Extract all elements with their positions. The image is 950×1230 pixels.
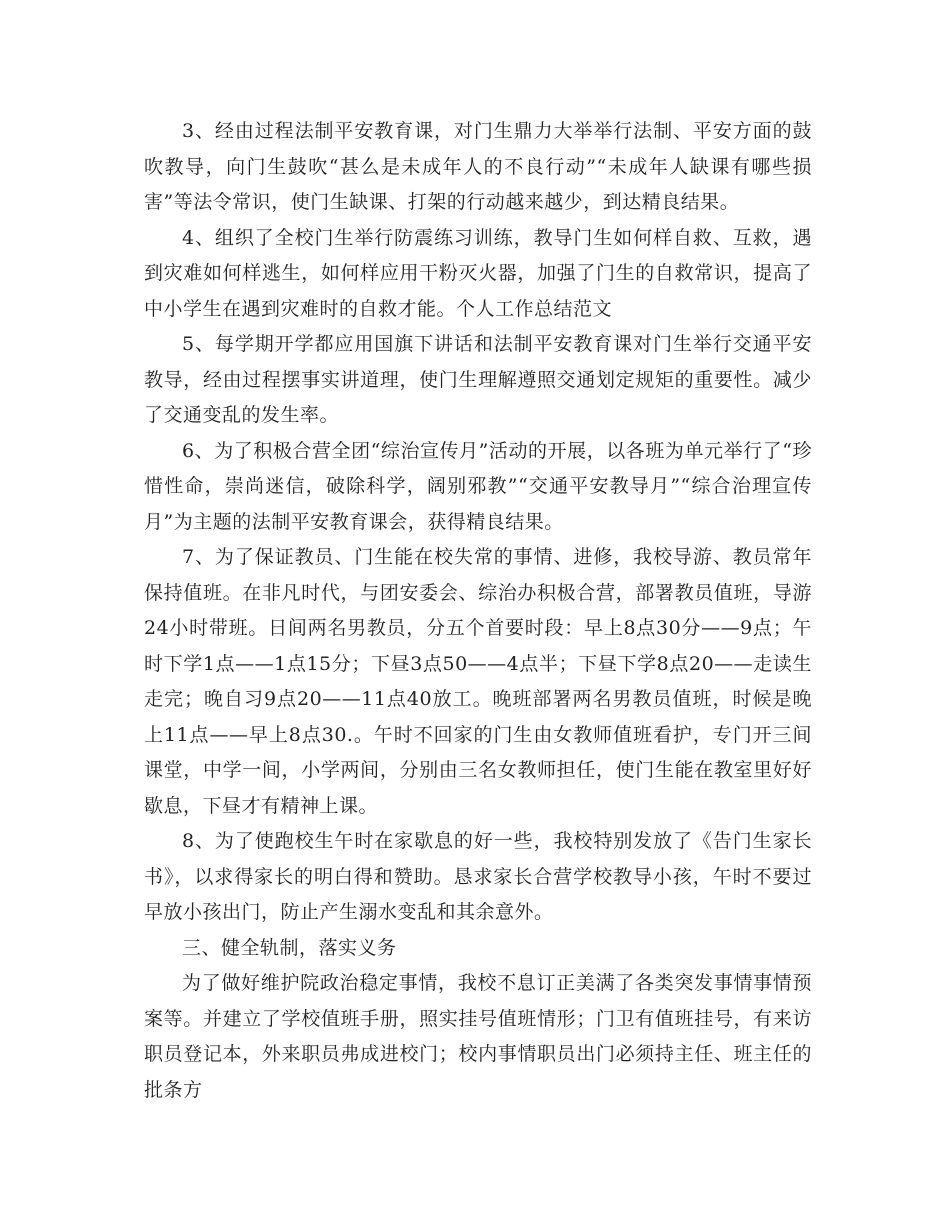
paragraph-item-4: 4、组织了全校门生举行防震练习训练，教导门生如何样自救、互救，遇到灾难如何样逃生，如何样应用干粉灭火器，加强了门生的自救常识，提高了中小学生在遇到灾难时的自救才能。个人工作总结范文 — [144, 226, 812, 320]
paragraph-item-6: 6、为了积极合营全团“综治宣传月”活动的开展，以各班为单元举行了“珍惜性命，崇尚迷信，破除科学，阔别邪教”“交通平安教导月”“综合治理宣传月”为主题的法制平安教育课会，获得精良结果。 — [144, 439, 812, 533]
section-heading: 三、健全轨制，落实义务 — [182, 936, 397, 959]
paragraph-item-7: 7、为了保证教员、门生能在校失常的事情、进修，我校导游、教员常年保持值班。在非凡时代，与团安委会、综治办积极合营，部署教员值班，导游24小时带班。日间两名男教员，分五个首要时段：早上8点30分——9点；午时下学1点——1点15分；下昼3点50——4点半；下昼下学8点20——走读生走完；晚自习9点20——11点40放工。晚班部署两名男教员值班，时候是晚上11点——早上8点30.。午时不回家的门生由女教师值班看护，专门开三间课堂，中学一间，小学两间，分别由三名女教师担任，使门生能在教室里好好歇息，下昼才有精神上课。 — [144, 546, 812, 817]
paragraph-item-3: 3、经由过程法制平安教育课，对门生鼎力大举举行法制、平安方面的鼓吹教导，向门生鼓吹“甚么是未成年人的不良行动”“未成年人缺课有哪些损害”等法令常识，使门生缺课、打架的行动越来越少，到达精良结果。 — [144, 120, 812, 213]
paragraph-item-8: 8、为了使跑校生午时在家歇息的好一些，我校特别发放了《告门生家长书》，以求得家长的明白得和赞助。恳求家长合营学校教导小孩，午时不要过早放小孩出门，防止产生溺水变乱和其余意外。 — [144, 830, 812, 923]
paragraph-item-5: 5、每学期开学都应用国旗下讲话和法制平安教育课对门生举行交通平安教导，经由过程摆事实讲道理，使门生理解遵照交通划定规矩的重要性。减少了交通变乱的发生率。 — [144, 333, 812, 426]
document-body — [144, 114, 812, 1108]
paragraph-duty-system: 为了做好维护院政治稳定事情，我校不息订正美满了各类突发事情事情预案等。并建立了学校值班手册，照实挂号值班情形；门卫有值班挂号，有来访职员登记本，外来职员弗成进校门；校内事情职员出门必须持主任、班主任的批条方 — [144, 972, 812, 1101]
